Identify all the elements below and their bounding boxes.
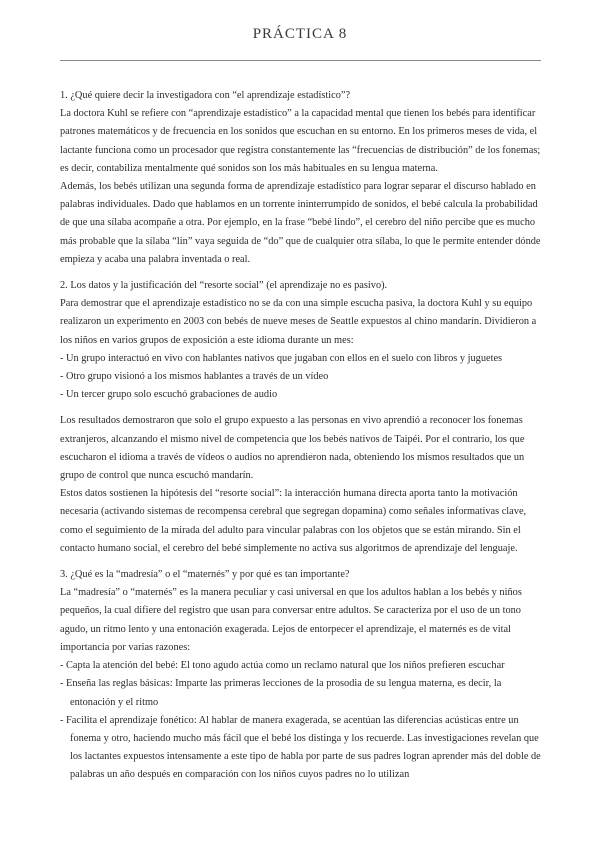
answer-1-paragraph-1: La doctora Kuhl se refiere con “aprendizaje estadístico” a la capacidad mental que tienen los bebés para identificar patrones matemáticos y de frecuencia en los sonidos que escuchan en su entorno. En los primeros meses de vida, el lactante funciona como un procesador que registra constantemente las “frecuencias de distribución” de los fonemas; es decir, contabiliza mentalmente qué sonidos son los más habituales en su lengua materna. [60, 108, 541, 174]
question-1: 1. ¿Qué quiere decir la investigadora con “el aprendizaje estadístico”? [60, 90, 351, 101]
document-body [60, 87, 541, 785]
answer-1-paragraph-2: Además, los bebés utilizan una segunda forma de aprendizaje estadístico para lograr separar el discurso hablado en palabras individuales. Dado que hablamos en un torrente ininterrumpido de sonidos, el bebé calcula la probabilidad de que una sílaba acompañe a otra. Por ejemplo, en la frase “bebé lindo”, el cerebro del niño percibe que es mucho más probable que la sílaba “lin” vaya seguida de “do” que de cualquier otra sílaba, lo que le permite entender dónde empieza y acaba una palabra inventada o real. [60, 181, 541, 265]
answer-2-paragraph-2: Los resultados demostraron que solo el grupo expuesto a las personas en vivo aprendió a reconocer los fonemas extranjeros, alcanzando el mismo nivel de competencia que los bebés nativos de Taipéi. Por el contrario, los que escucharon el idioma a través de vídeos o audios no aprendieron nada, obteniendo los mismos resultados que un grupo de control que nunca escuchó mandarín. [60, 415, 525, 482]
title-divider [60, 60, 541, 61]
list-item: - Facilita el aprendizaje fonético: Al hablar de manera exagerada, se acentúan las diferencias acústicas entre un fonema y otro, haciendo mucho más fácil que el bebé los distinga y los recuerde. Las investigaciones revelan que los lactantes expuestos intensamente a este tipo de habla por parte de sus padres logran aprender más del doble de palabras un año después en comparación con los niños cuyos padres no lo utilizan [60, 712, 541, 785]
experiment-groups-list [60, 350, 541, 405]
list-item: - Un tercer grupo solo escuchó grabaciones de audio [60, 386, 541, 404]
list-item: - Otro grupo visionó a los mismos hablantes a través de un vídeo [60, 368, 541, 386]
maternese-reasons-list [60, 657, 541, 784]
question-2: 2. Los datos y la justificación del “resorte social” (el aprendizaje no es pasivo). [60, 280, 388, 292]
answer-2-paragraph-3: Estos datos sostienen la hipótesis del “resorte social”: la interacción humana directa aporta tanto la motivación necesaria (activando sistemas de recompensa cerebral que segregan dopamina) como señales informativas clave, como el seguimiento de la mirada del adulto para vincular palabras con los objetos que se están mirando. Sin el contacto humano social, el cerebro del bebé simplemente no activa sus algoritmos de aprendizaje del lenguaje. [60, 488, 527, 554]
list-item: - Un grupo interactuó en vivo con hablantes nativos que jugaban con ellos en el suelo con libros y juguetes [60, 350, 541, 368]
page-title: PRÁCTICA 8 [252, 26, 348, 42]
answer-3-paragraph-1: La “madresía” o “maternés” es la manera peculiar y casi universal en que los adultos hablan a los bebés y niños pequeños, la cual difiere del registro que usan para conversar entre adultos. Se caracteriza por el uso de un tono agudo, un ritmo lento y una entonación exagerada. Lejos de entorpecer el aprendizaje, el maternés es de vital importancia por varias razones: [60, 587, 522, 653]
question-3: 3. ¿Qué es la “madresía” o el “maternés” y por qué es tan importante? [60, 569, 350, 581]
list-item: - Enseña las reglas básicas: Imparte las primeras lecciones de la prosodia de su lengua materna, es decir, la entonación y el ritmo [60, 675, 541, 711]
answer-2-paragraph-1: Para demostrar que el aprendizaje estadístico no se da con una simple escucha pasiva, la doctora Kuhl y su equipo realizaron un experimento en 2003 con bebés de nueve meses de Seattle expuestos al chino mandarín. Dividieron a los niños en varios grupos de exposición a este idioma durante un mes: [60, 298, 537, 346]
list-item: - Capta la atención del bebé: El tono agudo actúa como un reclamo natural que los niños prefieren escuchar [60, 657, 541, 675]
